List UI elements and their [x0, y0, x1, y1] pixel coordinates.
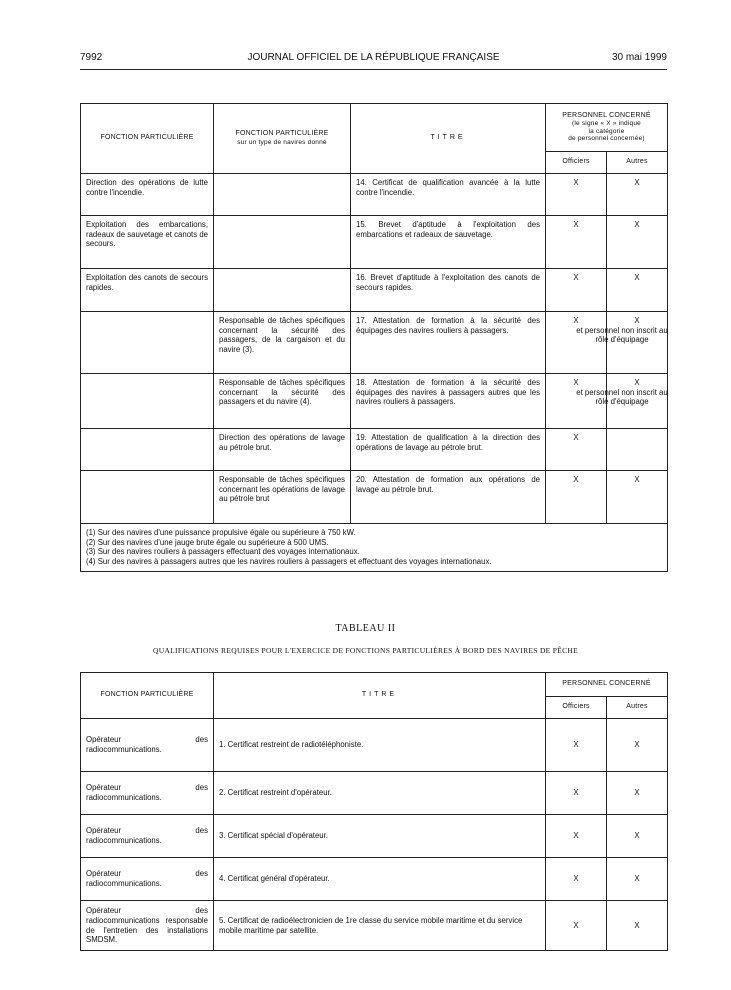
qualifications-table-2	[80, 672, 668, 951]
cell-fonction: Opérateur des radiocommunications.	[81, 858, 214, 901]
footnote: (4) Sur des navires à passagers autres que les navires rouliers à passagers et effectuant des voyages internationaux.	[86, 557, 492, 567]
autres-note: et personnel non inscrit au rôle d'équipage	[576, 325, 668, 345]
col-header-fonction-type	[214, 104, 351, 174]
cell-titre: 4. Certificat général d'opérateur.	[214, 858, 546, 901]
autres-mark: X	[634, 316, 640, 325]
cell-autres: X	[607, 772, 668, 815]
footnote: (3) Sur des navires rouliers à passagers effectuant des voyages internationaux.	[86, 547, 360, 557]
table-row	[81, 815, 668, 858]
col-header-autres: Autres	[607, 152, 668, 174]
table-row	[81, 471, 668, 524]
cell-officiers: X	[546, 429, 607, 471]
cell-fonction: Opérateur des radiocommunications.	[81, 719, 214, 772]
cell-officiers: X	[546, 471, 607, 524]
personnel-sub-1: (le signe « X » indique	[572, 119, 641, 127]
personnel-sub-2: la catégorie	[588, 127, 625, 135]
table-row	[81, 772, 668, 815]
cell-autres: X	[607, 815, 668, 858]
col-header-personnel	[546, 104, 668, 152]
cell-fonction: Opérateur des radiocommunications.	[81, 772, 214, 815]
cell-fonction-type: Responsable de tâches spécifiques concernant la sécurité des passagers, de la cargaison et du navire (3).	[214, 312, 351, 374]
header-rule	[80, 69, 667, 70]
autres-mark: X	[634, 378, 640, 387]
cell-titre: 2. Certificat restreint d'opérateur.	[214, 772, 546, 815]
cell-fonction	[81, 312, 214, 374]
cell-officiers: X	[546, 216, 607, 269]
table-row	[81, 374, 668, 429]
cell-autres: X	[607, 216, 668, 269]
cell-titre: 15. Brevet d'aptitude à l'exploitation des embarcations et radeaux de sauvetage.	[351, 216, 546, 269]
cell-officiers: X	[546, 174, 607, 216]
table-row	[81, 174, 668, 216]
personnel-sub-3: de personnel concernée)	[568, 135, 645, 143]
cell-officiers: X	[546, 312, 607, 374]
cell-autres: X	[607, 901, 668, 951]
cell-officiers: X	[546, 269, 607, 312]
footnote: (1) Sur des navires d'une puissance propulsive égale ou supérieure à 750 kW.	[86, 528, 356, 537]
cell-fonction	[81, 429, 214, 471]
tableau-2-title: TABLEAU II	[335, 623, 396, 634]
table-row	[81, 269, 668, 312]
cell-fonction: Opérateur des radiocommunications.	[81, 815, 214, 858]
cell-titre: 20. Attestation de formation aux opérations de lavage au pétrole brut.	[351, 471, 546, 524]
cell-titre: 17. Attestation de formation à la sécurité des équipages des navires rouliers à passagers.	[351, 312, 546, 374]
col-header-officiers: Officiers	[546, 697, 607, 719]
cell-titre: 5. Certificat de radioélectronicien de 1re classe du service mobile maritime et du service mobile maritime par satellite.	[214, 901, 546, 951]
tableau-2-subtitle: QUALIFICATIONS REQUISES POUR L'EXERCICE DE FONCTIONS PARTICULIÈRES À BORD DES NAVIRES DE PÊCHE	[153, 646, 578, 655]
table-row	[81, 858, 668, 901]
cell-autres	[607, 429, 668, 471]
cell-titre: 14. Certificat de qualification avancée à la lutte contre l'incendie.	[351, 174, 546, 216]
cell-autres	[576, 312, 668, 374]
page-number: 7992	[80, 52, 103, 63]
footnotes-row	[81, 524, 668, 572]
cell-titre: 1. Certificat restreint de radiotéléphoniste.	[214, 719, 546, 772]
journal-title: JOURNAL OFFICIEL DE LA RÉPUBLIQUE FRANÇAISE	[247, 52, 500, 63]
table-row	[81, 429, 668, 471]
cell-officiers: X	[546, 772, 607, 815]
cell-fonction: Direction des opérations de lutte contre l'incendie.	[81, 174, 214, 216]
cell-officiers: X	[546, 901, 607, 951]
table-row	[81, 312, 668, 374]
cell-titre: 19. Attestation de qualification à la direction des opérations de lavage au pétrole brut.	[351, 429, 546, 471]
cell-titre: 18. Attestation de formation à la sécurité des équipages des navires à passagers autres que les navires rouliers à passagers.	[351, 374, 546, 429]
col-header-personnel: PERSONNEL CONCERNÉ	[546, 673, 668, 697]
footnotes	[81, 524, 668, 572]
col-header-fonction-type-sub: sur un type de navires donné	[237, 138, 327, 146]
col-header-officiers: Officiers	[546, 152, 607, 174]
cell-fonction	[81, 471, 214, 524]
col-header-titre: TITRE	[214, 673, 546, 719]
cell-titre: 3. Certificat spécial d'opérateur.	[214, 815, 546, 858]
cell-officiers: X	[546, 719, 607, 772]
cell-fonction-type: Direction des opérations de lavage au pétrole brut.	[214, 429, 351, 471]
page-header	[80, 52, 667, 68]
col-header-fonction: FONCTION PARTICULIÈRE	[81, 673, 214, 719]
cell-fonction	[81, 374, 214, 429]
col-header-autres: Autres	[607, 697, 668, 719]
col-header-titre: TITRE	[351, 104, 546, 174]
cell-officiers: X	[546, 858, 607, 901]
cell-officiers: X	[546, 815, 607, 858]
cell-titre: 16. Brevet d'aptitude à l'exploitation des canots de secours rapides.	[351, 269, 546, 312]
issue-date: 30 mai 1999	[611, 52, 667, 63]
footnote: (2) Sur des navires d'une jauge brute égale ou supérieure à 500 UMS.	[86, 537, 329, 547]
cell-autres: X	[607, 471, 668, 524]
cell-autres	[576, 374, 668, 429]
col-header-fonction-type-main: FONCTION PARTICULIÈRE	[235, 129, 329, 137]
cell-autres: X	[607, 858, 668, 901]
cell-fonction-type	[214, 174, 351, 216]
table-row	[81, 216, 668, 269]
cell-autres: X	[607, 174, 668, 216]
cell-fonction-type	[214, 216, 351, 269]
cell-fonction-type: Responsable de tâches spécifiques concernant les opérations de lavage au pétrole brut	[214, 471, 351, 524]
cell-fonction: Exploitation des canots de secours rapides.	[81, 269, 214, 312]
table-row	[81, 901, 668, 951]
qualifications-table-1	[80, 103, 668, 572]
col-header-fonction: FONCTION PARTICULIÈRE	[81, 104, 214, 174]
autres-note: et personnel non inscrit au rôle d'équipage	[576, 387, 668, 407]
cell-fonction: Opérateur des radiocommunications responsable de l'entretien des installations SMDSM.	[81, 901, 214, 951]
cell-autres: X	[607, 269, 668, 312]
cell-fonction-type: Responsable de tâches spécifiques concernant la sécurité des passagers et du navire (4).	[214, 374, 351, 429]
cell-fonction: Exploitation des embarcations, radeaux de sauvetage et canots de secours.	[81, 216, 214, 269]
personnel-label: PERSONNEL CONCERNÉ	[562, 112, 651, 120]
cell-autres: X	[607, 719, 668, 772]
table-row	[81, 719, 668, 772]
cell-officiers: X	[546, 374, 607, 429]
cell-fonction-type	[214, 269, 351, 312]
